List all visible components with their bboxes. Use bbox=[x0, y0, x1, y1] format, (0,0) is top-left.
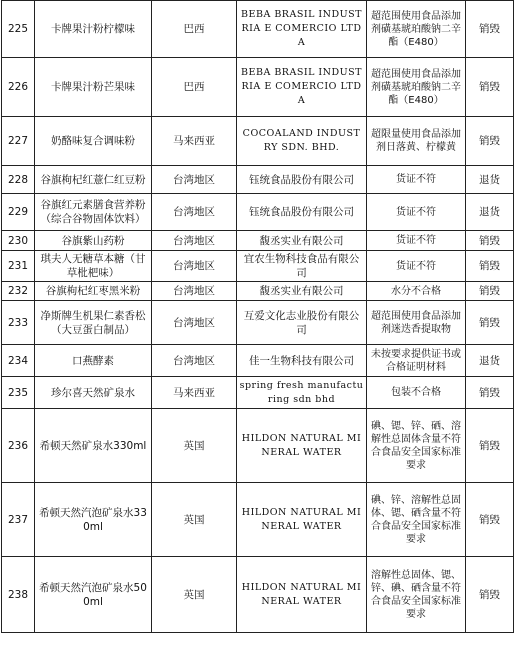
reject-reason: 碘、锶、锌、硒、溶解性总固体含量不符合食品安全国家标准要求 bbox=[367, 409, 466, 483]
product-name: 谷旗紫山药粉 bbox=[35, 231, 152, 251]
table-row bbox=[2, 166, 514, 194]
reject-reason: 超限量使用食品添加剂日落黄、柠檬黄 bbox=[367, 117, 466, 166]
company-name: BEBA BRASIL INDUSTRIA E COMERCIO LTDA bbox=[237, 58, 367, 117]
action: 销毁 bbox=[466, 1, 514, 58]
row-number: 233 bbox=[2, 301, 35, 345]
table-row bbox=[2, 483, 514, 557]
product-name: 净斯牌生机果仁素香松（大豆蛋白制品） bbox=[35, 301, 152, 345]
company-name: HILDON NATURAL MINERAL WATER bbox=[237, 409, 367, 483]
table-row bbox=[2, 301, 514, 345]
table-row bbox=[2, 194, 514, 231]
row-number: 238 bbox=[2, 557, 35, 633]
product-name: 谷旗枸杞红薏仁红豆粉 bbox=[35, 166, 152, 194]
origin: 马来西亚 bbox=[152, 377, 237, 409]
reject-reason: 货证不符 bbox=[367, 166, 466, 194]
origin: 台湾地区 bbox=[152, 231, 237, 251]
row-number: 229 bbox=[2, 194, 35, 231]
origin: 台湾地区 bbox=[152, 166, 237, 194]
rejected-food-table bbox=[1, 0, 514, 633]
action: 退货 bbox=[466, 345, 514, 377]
row-number: 228 bbox=[2, 166, 35, 194]
origin: 马来西亚 bbox=[152, 117, 237, 166]
reject-reason: 碘、锌、溶解性总固体、锶、硒含量不符合食品安全国家标准要求 bbox=[367, 483, 466, 557]
table-row bbox=[2, 282, 514, 301]
company-name: 钰统食品股份有限公司 bbox=[237, 194, 367, 231]
action: 销毁 bbox=[466, 231, 514, 251]
product-name: 希顿天然矿泉水330ml bbox=[35, 409, 152, 483]
company-name: 互爱文化志业股份有限公司 bbox=[237, 301, 367, 345]
action: 销毁 bbox=[466, 58, 514, 117]
table-row bbox=[2, 409, 514, 483]
table-row bbox=[2, 251, 514, 282]
origin: 英国 bbox=[152, 557, 237, 633]
reject-reason: 未按要求提供证书或合格证明材料 bbox=[367, 345, 466, 377]
action: 销毁 bbox=[466, 409, 514, 483]
reject-reason: 超范围使用食品添加剂磺基琥珀酸钠二辛酯（E480） bbox=[367, 58, 466, 117]
company-name: HILDON NATURAL MINERAL WATER bbox=[237, 557, 367, 633]
company-name: HILDON NATURAL MINERAL WATER bbox=[237, 483, 367, 557]
reject-reason: 溶解性总固体、锶、锌、碘、硒含量不符合食品安全国家标准要求 bbox=[367, 557, 466, 633]
origin: 巴西 bbox=[152, 58, 237, 117]
action: 销毁 bbox=[466, 301, 514, 345]
origin: 巴西 bbox=[152, 1, 237, 58]
product-name: 谷旗枸杞红枣黑米粉 bbox=[35, 282, 152, 301]
row-number: 232 bbox=[2, 282, 35, 301]
company-name: 馥丞实业有限公司 bbox=[237, 282, 367, 301]
origin: 台湾地区 bbox=[152, 282, 237, 301]
reject-reason: 货证不符 bbox=[367, 251, 466, 282]
origin: 台湾地区 bbox=[152, 251, 237, 282]
row-number: 235 bbox=[2, 377, 35, 409]
reject-reason: 货证不符 bbox=[367, 194, 466, 231]
action: 销毁 bbox=[466, 117, 514, 166]
row-number: 231 bbox=[2, 251, 35, 282]
row-number: 237 bbox=[2, 483, 35, 557]
company-name: 佳一生物科技有限公司 bbox=[237, 345, 367, 377]
company-name: COCOALAND INDUSTRY SDN. BHD. bbox=[237, 117, 367, 166]
company-name: 馥丞实业有限公司 bbox=[237, 231, 367, 251]
reject-reason: 水分不合格 bbox=[367, 282, 466, 301]
table-row bbox=[2, 231, 514, 251]
action: 销毁 bbox=[466, 483, 514, 557]
product-name: 希顿天然汽泡矿泉水330ml bbox=[35, 483, 152, 557]
reject-reason: 超范围使用食品添加剂迷迭香提取物 bbox=[367, 301, 466, 345]
origin: 英国 bbox=[152, 409, 237, 483]
row-number: 227 bbox=[2, 117, 35, 166]
company-name: spring fresh manufacturing sdn bhd bbox=[237, 377, 367, 409]
action: 销毁 bbox=[466, 557, 514, 633]
product-name: 奶酪味复合调味粉 bbox=[35, 117, 152, 166]
action: 销毁 bbox=[466, 251, 514, 282]
row-number: 230 bbox=[2, 231, 35, 251]
origin: 英国 bbox=[152, 483, 237, 557]
origin: 台湾地区 bbox=[152, 345, 237, 377]
product-name: 卡牌果汁粉芒果味 bbox=[35, 58, 152, 117]
action: 退货 bbox=[466, 194, 514, 231]
row-number: 234 bbox=[2, 345, 35, 377]
product-name: 希顿天然汽泡矿泉水500ml bbox=[35, 557, 152, 633]
action: 退货 bbox=[466, 166, 514, 194]
product-name: 琪夫人无糖草本糖（甘草枇杷味） bbox=[35, 251, 152, 282]
origin: 台湾地区 bbox=[152, 194, 237, 231]
action: 销毁 bbox=[466, 282, 514, 301]
reject-reason: 包装不合格 bbox=[367, 377, 466, 409]
table-row bbox=[2, 557, 514, 633]
reject-reason: 货证不符 bbox=[367, 231, 466, 251]
reject-reason: 超范围使用食品添加剂磺基琥珀酸钠二辛酯（E480） bbox=[367, 1, 466, 58]
table-row bbox=[2, 117, 514, 166]
company-name: 宜农生物科技食品有限公司 bbox=[237, 251, 367, 282]
product-name: 口燕酵素 bbox=[35, 345, 152, 377]
product-name: 珍尔喜天然矿泉水 bbox=[35, 377, 152, 409]
row-number: 236 bbox=[2, 409, 35, 483]
product-name: 谷旗红元素膳食营养粉（综合谷物固体饮料） bbox=[35, 194, 152, 231]
table-row bbox=[2, 377, 514, 409]
origin: 台湾地区 bbox=[152, 301, 237, 345]
action: 销毁 bbox=[466, 377, 514, 409]
table-row bbox=[2, 345, 514, 377]
row-number: 225 bbox=[2, 1, 35, 58]
company-name: BEBA BRASIL INDUSTRIA E COMERCIO LTDA bbox=[237, 1, 367, 58]
product-name: 卡牌果汁粉柠檬味 bbox=[35, 1, 152, 58]
company-name: 钰统食品股份有限公司 bbox=[237, 166, 367, 194]
row-number: 226 bbox=[2, 58, 35, 117]
table-row bbox=[2, 58, 514, 117]
table-row bbox=[2, 1, 514, 58]
